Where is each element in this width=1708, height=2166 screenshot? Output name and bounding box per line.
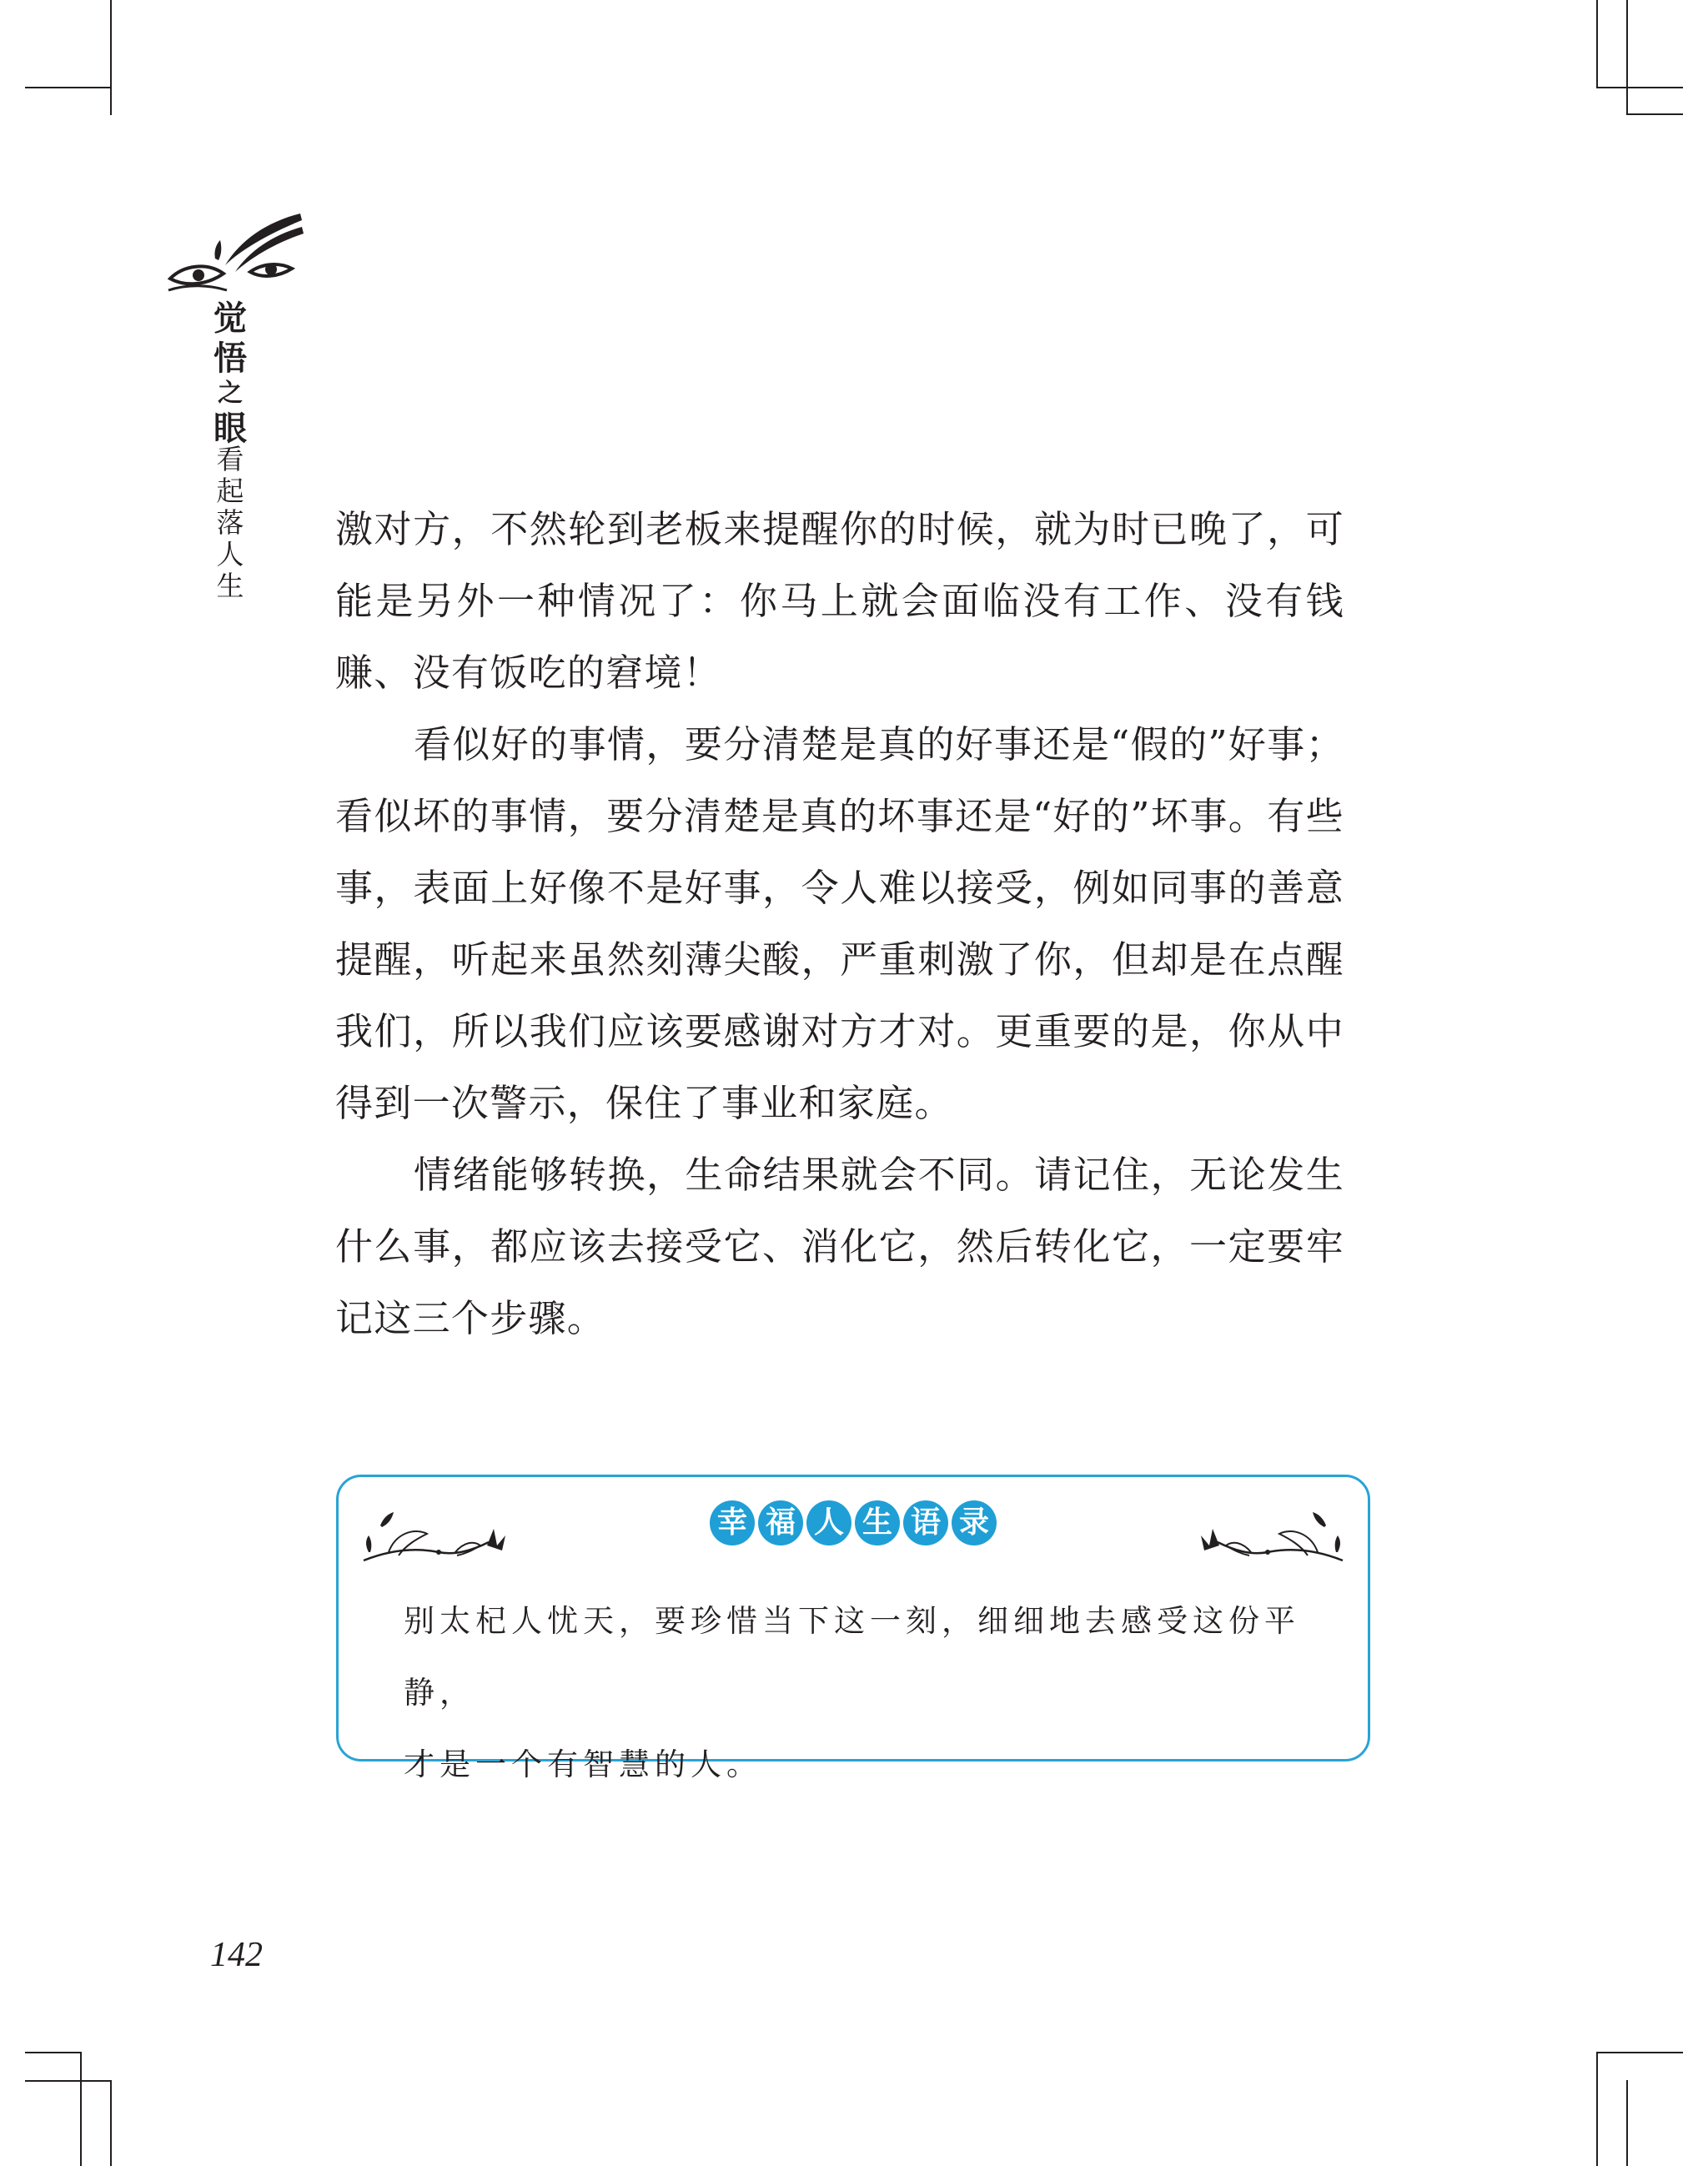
crop-mark: [1596, 0, 1598, 87]
crop-mark: [1626, 113, 1683, 115]
book-title: [210, 299, 250, 449]
subtitle-char: 生: [216, 570, 244, 602]
quote-box: [336, 1475, 1370, 1782]
crop-mark: [1596, 87, 1683, 88]
crop-mark: [80, 2052, 82, 2166]
subtitle-char: 人: [216, 538, 244, 570]
subtitle-char: 落: [216, 506, 244, 539]
paragraph: 看似好的事情，要分清楚是真的好事还是“假的”好事；看似坏的事情，要分清楚是真的坏事还是“好的”坏事。有些事，表面上好像不是好事，令人难以接受，例如同事的善意提醒，听起来虽然刻薄尖酸，严重刺激了你，但却是在点醒我们，所以我们应该要感谢对方才对。更重要的是，你从中得到一次警示，保住了事业和家庭。: [335, 722, 1344, 1125]
crop-mark: [1626, 0, 1628, 115]
page-number: 142: [210, 1936, 263, 1974]
title-char: 悟: [214, 339, 247, 378]
floral-ornament-icon: [1193, 1492, 1351, 1584]
paragraph: 情绪能够转换，生命结果就会不同。请记住，无论发生什么事，都应该去接受它、消化它，然后转化它，一定要牢记这三个步骤。: [335, 1153, 1344, 1340]
crop-mark: [1596, 2052, 1598, 2166]
subtitle-char: 起: [216, 475, 244, 507]
quote-text: [404, 1586, 1304, 1801]
title-badge: 生: [855, 1500, 900, 1545]
crop-mark: [25, 2080, 112, 2082]
quote-line: 别太杞人忧天，要珍惜当下这一刻，细细地去感受这份平静，: [404, 1603, 1300, 1711]
crop-mark: [110, 2080, 112, 2166]
crop-mark: [1596, 2052, 1683, 2053]
crop-mark: [1626, 2080, 1628, 2166]
title-badge: 语: [903, 1500, 948, 1545]
subtitle-char: 看: [216, 443, 244, 475]
crop-mark: [110, 0, 112, 115]
title-badge: 幸: [710, 1500, 755, 1545]
title-char: 觉: [214, 299, 247, 338]
crop-mark: [25, 87, 112, 88]
title-badge: 人: [806, 1500, 851, 1545]
title-badge: 福: [758, 1500, 803, 1545]
book-subtitle: [212, 444, 249, 602]
title-char: 之: [218, 379, 243, 408]
paragraph: 激对方，不然轮到老板来提醒你的时候，就为时已晚了，可能是另外一种情况了：你马上就会面临没有工作、没有钱赚、没有饭吃的窘境！: [335, 507, 1344, 695]
eye-logo-icon: [167, 210, 309, 304]
body-text: [335, 494, 1344, 1354]
title-badge: 录: [952, 1500, 997, 1545]
crop-mark: [25, 2052, 82, 2053]
quote-line: 才是一个有智慧的人。: [404, 1746, 762, 1782]
title-char: 眼: [214, 410, 247, 448]
